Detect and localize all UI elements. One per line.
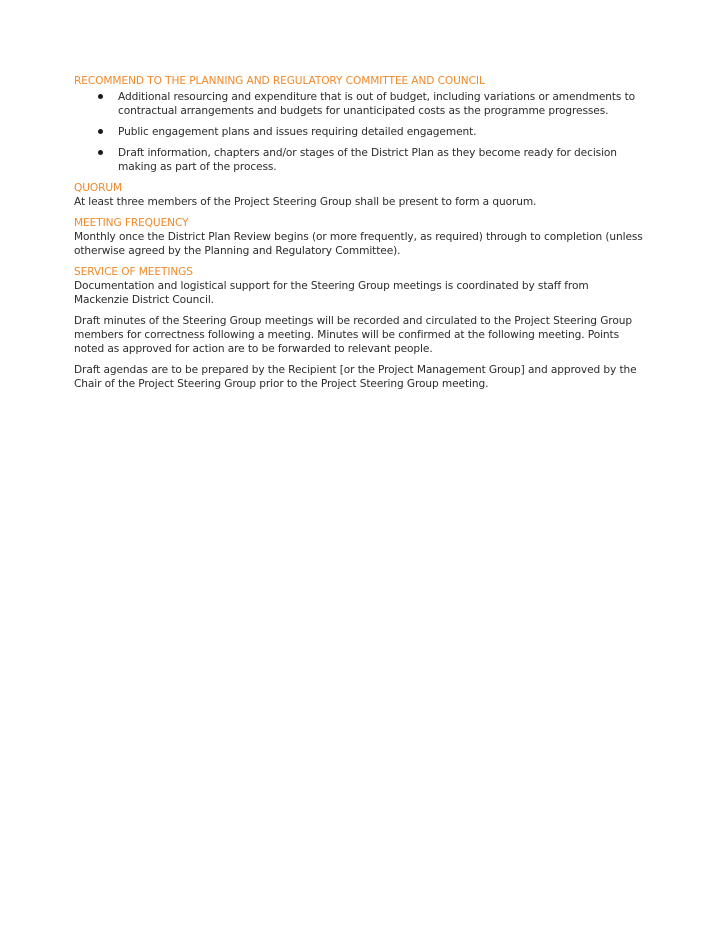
- service-of-meetings-heading: SERVICE OF MEETINGS: [74, 266, 193, 278]
- list-item-text: Public engagement plans and issues requiring detailed engagement.: [118, 126, 477, 138]
- bullet-icon: [98, 150, 103, 155]
- list-item-text: Additional resourcing and expenditure that is out of budget, including variations or amendments to contractual arrangements and budgets for unanticipated costs as the programme progresses.: [118, 91, 636, 117]
- list-item: [74, 90, 644, 118]
- meeting-frequency-paragraph: Monthly once the District Plan Review begins (or more frequently, as required) through to completion (unless otherwise agreed by the Planning and Regulatory Committee).: [74, 231, 643, 257]
- service-paragraph-support: Documentation and logistical support for the Steering Group meetings is coordinated by staff from Mackenzie District Council.: [74, 280, 589, 306]
- bullet-icon: [98, 129, 103, 134]
- list-item: [74, 125, 644, 139]
- list-item-text: Draft information, chapters and/or stages of the District Plan as they become ready for decision making as part of the process.: [118, 147, 617, 173]
- recommend-heading: RECOMMEND TO THE PLANNING AND REGULATORY COMMITTEE AND COUNCIL: [74, 75, 485, 87]
- list-item: [74, 146, 644, 174]
- service-paragraph-minutes: Draft minutes of the Steering Group meetings will be recorded and circulated to the Project Steering Group members for correctness following a meeting. Minutes will be confirmed at the following meeting. Points noted as approved for action are to be forwarded to relevant people.: [74, 315, 632, 355]
- document-page: [74, 74, 644, 391]
- bullet-icon: [98, 94, 103, 99]
- recommend-bullet-list: [74, 90, 644, 174]
- quorum-paragraph: At least three members of the Project Steering Group shall be present to form a quorum.: [74, 196, 537, 208]
- quorum-heading: QUORUM: [74, 182, 123, 194]
- meeting-frequency-heading: MEETING FREQUENCY: [74, 217, 189, 229]
- service-paragraph-agendas: Draft agendas are to be prepared by the Recipient [or the Project Management Group] and approved by the Chair of the Project Steering Group prior to the Project Steering Group meeting.: [74, 364, 637, 390]
